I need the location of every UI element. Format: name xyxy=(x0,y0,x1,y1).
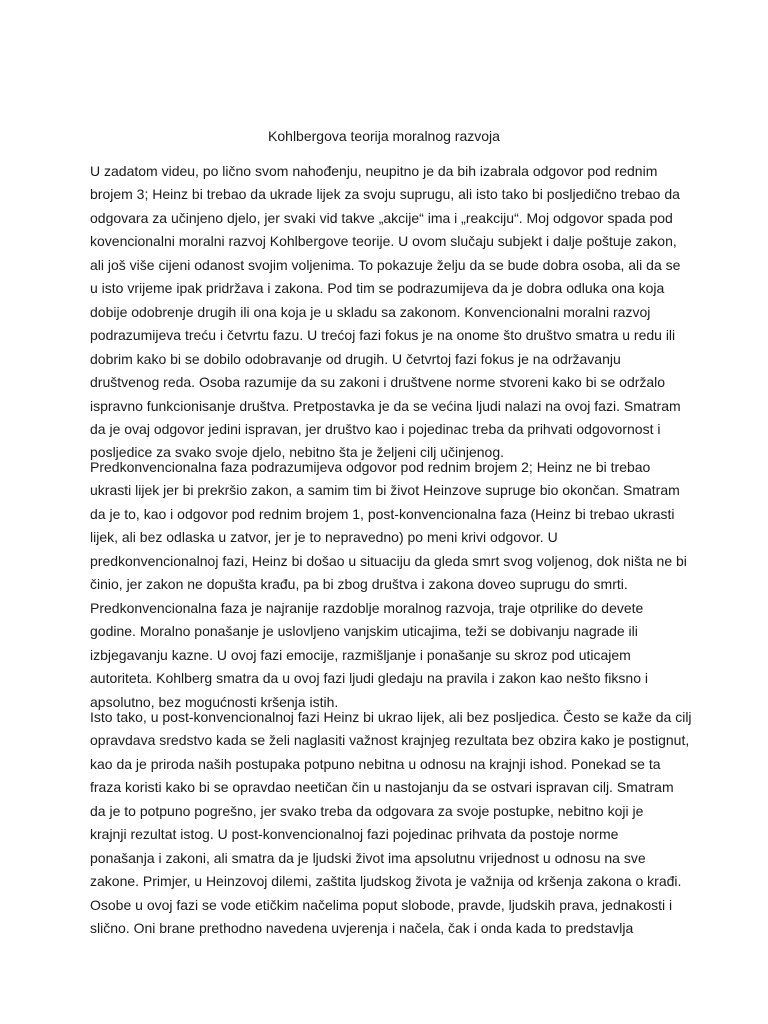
text-line: u isto vrijeme ipak pridržava i zakona. Pod tim se podrazumijeva da je dobra odluka ona koja xyxy=(90,280,665,297)
text-line: zakone. Primjer, u Heinzovoj dilemi, zaštita ljudskog života je važnija od kršenja zakona o krađi. xyxy=(90,873,682,890)
text-line: činio, jer zakon ne dopušta krađu, pa bi zbog društva i zakona doveo suprugu do smrti. xyxy=(90,576,628,593)
text-line: krajnji rezultat istog. U post-konvencionalnoj fazi pojedinac prihvata da postoje norme xyxy=(90,826,619,843)
text-line: Predkonvencionalna faza je najranije razdoblje moralnog razvoja, traje otprilike do devete xyxy=(90,599,644,616)
text-line: dobije odobrenje drugih ili ona koja je u skladu sa zakonom. Konvencionalni moralni razvoj xyxy=(90,303,651,320)
text-line: dobrim kako bi se dobilo odobravanje od drugih. U četvrtoj fazi fokus je na održavanju xyxy=(90,350,621,367)
text-line: Predkonvencionalna faza podrazumijeva odgovor pod rednim brojem 2; Heinz ne bi trebao xyxy=(90,459,651,475)
text-line: društvenog reda. Osoba razumije da su zakoni i društvene norme stvoreni kako bi se održalo xyxy=(90,374,666,391)
text-line: ponašanja i zakoni, ali smatra da je ljudski život ima apsolutnu vrijednost u odnosu na sve xyxy=(90,849,646,866)
paragraph-conventional xyxy=(90,160,695,465)
text-line: kao da je priroda naših postupaka potpuno nebitna u odnosu na krajnji ishod. Ponekad se ta xyxy=(90,755,661,772)
paragraph-preconventional xyxy=(90,456,695,714)
text-line: lijek, ali bez odlaska u zatvor, jer je to nepravedno) po meni krivi odgovor. U xyxy=(90,529,558,546)
document-title: Kohlbergova teorija moralnog razvoja xyxy=(268,128,500,144)
text-line: autoriteta. Kohlberg smatra da u ovoj fazi ljudi gledaju na pravila i zakon kao nešto fiksno i xyxy=(90,670,648,687)
text-line: ukrasti lijek jer bi prekršio zakon, a samim tim bi život Heinzove supruge bio okončan. Smatram xyxy=(90,482,680,499)
text-line: kovencionalni moralni razvoj Kohlbergove teorije. U ovom slučaju subjekt i dalje poštuje zakon, xyxy=(90,233,677,250)
text-line: da je to potpuno pogrešno, jer svako treba da odgovara za svoje postupke, nebitno koji je xyxy=(90,802,644,819)
text-line: izbjegavanju kazne. U ovoj fazi emocije, razmišljanje i ponašanje su skroz pod uticajem xyxy=(90,646,631,663)
text-line: da je ovaj odgovor jedini ispravan, jer društvo kao i pojedinac treba da prihvati odgovornost i xyxy=(90,420,661,437)
text-line: da je to, kao i odgovor pod rednim brojem 1, post-konvencionalna faza (Heinz bi trebao ukrasti xyxy=(90,505,675,522)
text-line: Osobe u ovoj fazi se vode etičkim načelima poput slobode, pravde, ljudskih prava, jednakosti i xyxy=(90,896,673,913)
text-line: slično. Oni brane prethodno navedena uvjerenja i načela, čak i onda kada to predstavlja xyxy=(90,920,634,937)
text-line: ali još više cijeni odanost svojim voljenima. To pokazuje želju da se bude dobra osoba, ali da se xyxy=(90,256,681,273)
text-line: opravdava sredstvo kada se želi naglasiti važnost krajnjeg rezultata bez obzira kako je postignut, xyxy=(90,732,690,749)
text-line: podrazumijeva treću i četvrtu fazu. U trećoj fazi fokus je na onome što društvo smatra u redu ili xyxy=(90,327,676,344)
text-line: brojem 3; Heinz bi trebao da ukrade lijek za svoju suprugu, ali isto tako bi posljedično trebao da xyxy=(90,186,680,203)
text-line: posljedice za svako svoje djelo, nebitno šta je željeni cilj učinjenog. xyxy=(90,444,505,461)
text-line: U zadatom videu, po lično svom nahođenju, neupitno je da bih izabrala odgovor pod rednim xyxy=(90,163,658,179)
text-line: ispravno funkcionisanje društva. Pretpostavka je da se većina ljudi nalazi na ovoj fazi. Smatram xyxy=(90,397,681,414)
text-line: odgovara za učinjeno djelo, jer svaki vid takve „akcije“ ima i „reakciju“. Moj odgovor spada pod xyxy=(90,209,673,226)
text-line: predkonvencionalnoj fazi, Heinz bi došao u situaciju da gleda smrt svog voljenog, dok ništa ne bi xyxy=(90,552,687,569)
text-line: apsolutno, bez mogućnosti kršenja istih. xyxy=(90,693,339,710)
text-line: Isto tako, u post-konvencionalnoj fazi Heinz bi ukrao lijek, ali bez posljedica. Često se kaže da cilj xyxy=(90,709,692,725)
paragraph-postconventional xyxy=(90,706,695,941)
text-line: godine. Moralno ponašanje je uslovljeno vanjskim uticajima, teži se dobivanju nagrade ili xyxy=(90,623,638,640)
text-line: fraza koristi kako bi se opravdao neetičan čin u nastojanju da se ostvari ispravan cilj. Smatram xyxy=(90,779,674,796)
